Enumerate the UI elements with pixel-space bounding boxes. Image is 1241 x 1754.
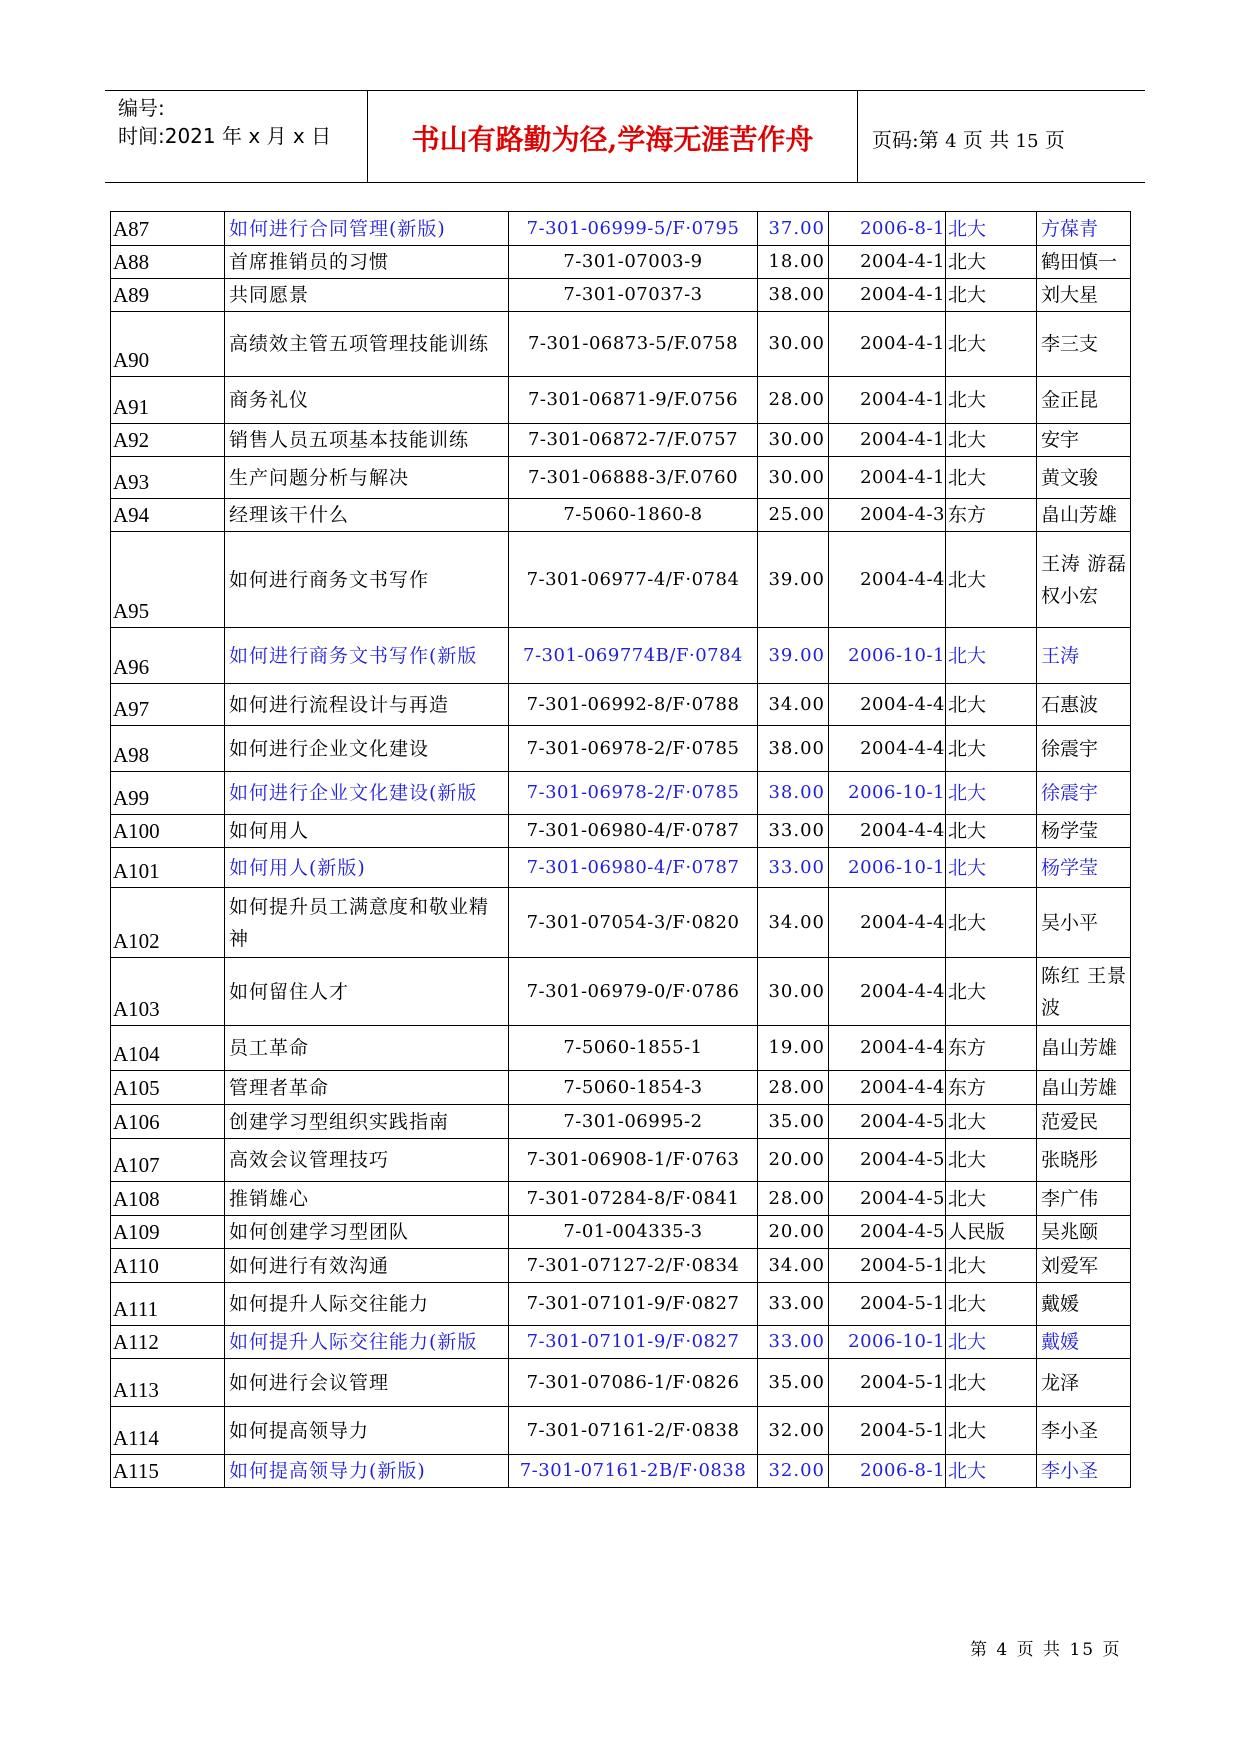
table-row bbox=[111, 848, 1131, 888]
book-publisher-cell: 北大 bbox=[946, 628, 1037, 684]
book-author-cell: 张晓彤 bbox=[1037, 1139, 1131, 1182]
book-publisher-cell: 北大 bbox=[946, 772, 1037, 815]
page-total: 15 bbox=[1015, 131, 1039, 152]
book-publisher-cell: 北大 bbox=[946, 1105, 1037, 1139]
book-code-cell: A107 bbox=[111, 1139, 225, 1182]
table-row bbox=[111, 1026, 1131, 1071]
book-price-cell: 39.00 bbox=[758, 532, 829, 628]
book-author-cell: 戴媛 bbox=[1037, 1326, 1131, 1359]
book-date-cell: 2006-8-1 bbox=[829, 212, 946, 246]
book-code-cell: A111 bbox=[111, 1283, 225, 1326]
book-code-cell: A87 bbox=[111, 212, 225, 246]
book-code-cell: A95 bbox=[111, 532, 225, 628]
book-publisher-cell: 东方 bbox=[946, 1071, 1037, 1105]
book-code-cell: A91 bbox=[111, 377, 225, 424]
book-rows bbox=[111, 212, 1131, 1488]
table-row bbox=[111, 312, 1131, 377]
book-isbn-cell: 7-301-07284-8/F·0841 bbox=[509, 1182, 758, 1216]
book-isbn-cell: 7-301-06992-8/F·0788 bbox=[509, 684, 758, 726]
book-title-cell: 共同愿景 bbox=[225, 279, 509, 312]
table-row bbox=[111, 499, 1131, 532]
book-code-cell: A89 bbox=[111, 279, 225, 312]
page-suffix: 页 bbox=[1044, 128, 1065, 152]
book-code-cell: A101 bbox=[111, 848, 225, 888]
book-isbn-cell: 7-301-07037-3 bbox=[509, 279, 758, 312]
book-date-cell: 2004-4-5 bbox=[829, 1105, 946, 1139]
table-row bbox=[111, 1071, 1131, 1105]
book-code-cell: A99 bbox=[111, 772, 225, 815]
book-code-cell: A114 bbox=[111, 1407, 225, 1455]
book-code-cell: A106 bbox=[111, 1105, 225, 1139]
book-date-cell: 2006-10-1 bbox=[829, 848, 946, 888]
page-mid: 页 共 bbox=[962, 128, 1010, 152]
book-code-cell: A104 bbox=[111, 1026, 225, 1071]
book-publisher-cell: 北大 bbox=[946, 212, 1037, 246]
book-author-cell: 陈红 王景波 bbox=[1037, 958, 1131, 1026]
book-list-table bbox=[110, 211, 1131, 1488]
book-isbn-cell: 7-301-07161-2B/F·0838 bbox=[509, 1455, 758, 1488]
book-price-cell: 32.00 bbox=[758, 1455, 829, 1488]
book-publisher-cell: 北大 bbox=[946, 848, 1037, 888]
book-price-cell: 34.00 bbox=[758, 888, 829, 958]
book-author-cell: 李三支 bbox=[1037, 312, 1131, 377]
book-isbn-cell: 7-301-06979-0/F·0786 bbox=[509, 958, 758, 1026]
book-author-cell: 畠山芳雄 bbox=[1037, 499, 1131, 532]
book-author-cell: 方葆青 bbox=[1037, 212, 1131, 246]
book-date-cell: 2004-4-1 bbox=[829, 424, 946, 457]
book-date-cell: 2004-4-4 bbox=[829, 1026, 946, 1071]
book-isbn-cell: 7-301-06888-3/F.0760 bbox=[509, 457, 758, 499]
book-code-cell: A98 bbox=[111, 726, 225, 772]
book-code-cell: A113 bbox=[111, 1359, 225, 1407]
table-row bbox=[111, 1182, 1131, 1216]
table-row bbox=[111, 958, 1131, 1026]
book-publisher-cell: 北大 bbox=[946, 815, 1037, 848]
book-title-cell: 如何提高领导力(新版) bbox=[225, 1455, 509, 1488]
table-row bbox=[111, 424, 1131, 457]
book-author-cell: 吴小平 bbox=[1037, 888, 1131, 958]
book-price-cell: 20.00 bbox=[758, 1139, 829, 1182]
book-title-cell: 生产问题分析与解决 bbox=[225, 457, 509, 499]
book-title-cell: 如何提升人际交往能力(新版 bbox=[225, 1326, 509, 1359]
book-publisher-cell: 北大 bbox=[946, 377, 1037, 424]
book-author-cell: 杨学莹 bbox=[1037, 848, 1131, 888]
book-publisher-cell: 北大 bbox=[946, 279, 1037, 312]
book-isbn-cell: 7-301-069774B/F·0784 bbox=[509, 628, 758, 684]
book-date-cell: 2004-4-4 bbox=[829, 532, 946, 628]
book-price-cell: 28.00 bbox=[758, 1182, 829, 1216]
book-isbn-cell: 7-301-06980-4/F·0787 bbox=[509, 848, 758, 888]
book-title-cell: 如何提升人际交往能力 bbox=[225, 1283, 509, 1326]
book-title-cell: 如何进行商务文书写作(新版 bbox=[225, 628, 509, 684]
book-date-cell: 2004-4-4 bbox=[829, 684, 946, 726]
header-divider-left bbox=[367, 91, 368, 183]
book-isbn-cell: 7-301-06871-9/F.0756 bbox=[509, 377, 758, 424]
page-current: 4 bbox=[945, 131, 957, 152]
book-title-cell: 经理该干什么 bbox=[225, 499, 509, 532]
book-author-cell: 徐震宇 bbox=[1037, 772, 1131, 815]
book-publisher-cell: 北大 bbox=[946, 1249, 1037, 1283]
table-row bbox=[111, 1283, 1131, 1326]
book-author-cell: 杨学莹 bbox=[1037, 815, 1131, 848]
book-isbn-cell: 7-301-06977-4/F·0784 bbox=[509, 532, 758, 628]
book-date-cell: 2004-4-1 bbox=[829, 246, 946, 279]
table-row bbox=[111, 1139, 1131, 1182]
book-title-cell: 管理者革命 bbox=[225, 1071, 509, 1105]
book-code-cell: A109 bbox=[111, 1216, 225, 1249]
table-row bbox=[111, 684, 1131, 726]
book-title-cell: 如何进行流程设计与再造 bbox=[225, 684, 509, 726]
book-isbn-cell: 7-301-07161-2/F·0838 bbox=[509, 1407, 758, 1455]
book-date-cell: 2004-4-1 bbox=[829, 279, 946, 312]
table-row bbox=[111, 457, 1131, 499]
book-author-cell: 刘爱军 bbox=[1037, 1249, 1131, 1283]
book-date-cell: 2004-4-4 bbox=[829, 958, 946, 1026]
book-price-cell: 33.00 bbox=[758, 1283, 829, 1326]
book-code-cell: A94 bbox=[111, 499, 225, 532]
book-isbn-cell: 7-301-06978-2/F·0785 bbox=[509, 772, 758, 815]
header-bottom-rule bbox=[105, 182, 1145, 183]
table-row bbox=[111, 1407, 1131, 1455]
book-price-cell: 20.00 bbox=[758, 1216, 829, 1249]
book-date-cell: 2004-5-1 bbox=[829, 1249, 946, 1283]
book-code-cell: A97 bbox=[111, 684, 225, 726]
book-code-cell: A102 bbox=[111, 888, 225, 958]
book-isbn-cell: 7-301-07101-9/F·0827 bbox=[509, 1283, 758, 1326]
book-title-cell: 如何进行有效沟通 bbox=[225, 1249, 509, 1283]
footer-prefix: 第 bbox=[970, 1640, 989, 1660]
book-date-cell: 2006-10-1 bbox=[829, 1326, 946, 1359]
book-price-cell: 33.00 bbox=[758, 848, 829, 888]
book-isbn-cell: 7-301-06980-4/F·0787 bbox=[509, 815, 758, 848]
header-meta bbox=[118, 94, 331, 150]
book-date-cell: 2006-10-1 bbox=[829, 628, 946, 684]
book-author-cell: 范爱民 bbox=[1037, 1105, 1131, 1139]
book-isbn-cell: 7-5060-1860-8 bbox=[509, 499, 758, 532]
book-author-cell: 王涛 游磊 权小宏 bbox=[1037, 532, 1131, 628]
book-code-cell: A105 bbox=[111, 1071, 225, 1105]
book-title-cell: 如何用人 bbox=[225, 815, 509, 848]
book-publisher-cell: 北大 bbox=[946, 1407, 1037, 1455]
header-page-number bbox=[872, 124, 1065, 153]
table-row bbox=[111, 1216, 1131, 1249]
book-code-cell: A88 bbox=[111, 246, 225, 279]
book-date-cell: 2004-4-1 bbox=[829, 377, 946, 424]
book-price-cell: 37.00 bbox=[758, 212, 829, 246]
page-prefix: 页码:第 bbox=[872, 128, 939, 152]
book-isbn-cell: 7-301-06908-1/F·0763 bbox=[509, 1139, 758, 1182]
book-code-cell: A115 bbox=[111, 1455, 225, 1488]
table-row bbox=[111, 377, 1131, 424]
book-publisher-cell: 北大 bbox=[946, 532, 1037, 628]
book-publisher-cell: 北大 bbox=[946, 1283, 1037, 1326]
table-row bbox=[111, 532, 1131, 628]
book-title-cell: 高绩效主管五项管理技能训练 bbox=[225, 312, 509, 377]
book-code-cell: A96 bbox=[111, 628, 225, 684]
book-publisher-cell: 人民版 bbox=[946, 1216, 1037, 1249]
book-publisher-cell: 北大 bbox=[946, 1455, 1037, 1488]
book-date-cell: 2004-5-1 bbox=[829, 1359, 946, 1407]
book-price-cell: 39.00 bbox=[758, 628, 829, 684]
book-author-cell: 李小圣 bbox=[1037, 1455, 1131, 1488]
table-row bbox=[111, 279, 1131, 312]
book-code-cell: A110 bbox=[111, 1249, 225, 1283]
book-date-cell: 2004-5-1 bbox=[829, 1283, 946, 1326]
book-isbn-cell: 7-01-004335-3 bbox=[509, 1216, 758, 1249]
book-isbn-cell: 7-301-07127-2/F·0834 bbox=[509, 1249, 758, 1283]
book-price-cell: 18.00 bbox=[758, 246, 829, 279]
book-isbn-cell: 7-301-07086-1/F·0826 bbox=[509, 1359, 758, 1407]
serial-label: 编号: bbox=[118, 96, 165, 120]
book-date-cell: 2004-4-3 bbox=[829, 499, 946, 532]
book-title-cell: 如何进行企业文化建设 bbox=[225, 726, 509, 772]
table-row bbox=[111, 1249, 1131, 1283]
book-author-cell: 黄文骏 bbox=[1037, 457, 1131, 499]
book-price-cell: 19.00 bbox=[758, 1026, 829, 1071]
book-isbn-cell: 7-301-06999-5/F·0795 bbox=[509, 212, 758, 246]
book-date-cell: 2004-4-4 bbox=[829, 888, 946, 958]
book-price-cell: 30.00 bbox=[758, 312, 829, 377]
book-author-cell: 鹤田慎一 bbox=[1037, 246, 1131, 279]
book-isbn-cell: 7-301-06873-5/F.0758 bbox=[509, 312, 758, 377]
book-code-cell: A100 bbox=[111, 815, 225, 848]
book-title-cell: 如何进行会议管理 bbox=[225, 1359, 509, 1407]
book-price-cell: 34.00 bbox=[758, 1249, 829, 1283]
book-title-cell: 如何留住人才 bbox=[225, 958, 509, 1026]
book-title-cell: 创建学习型组织实践指南 bbox=[225, 1105, 509, 1139]
book-publisher-cell: 北大 bbox=[946, 1139, 1037, 1182]
book-isbn-cell: 7-301-07054-3/F·0820 bbox=[509, 888, 758, 958]
motto-title: 书山有路勤为径,学海无涯苦作舟 bbox=[411, 123, 814, 156]
book-author-cell: 安宇 bbox=[1037, 424, 1131, 457]
book-title-cell: 高效会议管理技巧 bbox=[225, 1139, 509, 1182]
book-publisher-cell: 北大 bbox=[946, 1326, 1037, 1359]
book-publisher-cell: 北大 bbox=[946, 312, 1037, 377]
book-isbn-cell: 7-301-06995-2 bbox=[509, 1105, 758, 1139]
footer-total: 15 bbox=[1069, 1640, 1096, 1660]
page-footer bbox=[970, 1635, 1122, 1660]
book-title-cell: 员工革命 bbox=[225, 1026, 509, 1071]
table-row bbox=[111, 1105, 1131, 1139]
header-top-rule bbox=[105, 90, 1145, 91]
book-publisher-cell: 北大 bbox=[946, 457, 1037, 499]
book-publisher-cell: 北大 bbox=[946, 1359, 1037, 1407]
book-author-cell: 畠山芳雄 bbox=[1037, 1071, 1131, 1105]
footer-page: 4 bbox=[996, 1640, 1010, 1660]
book-publisher-cell: 北大 bbox=[946, 1182, 1037, 1216]
book-author-cell: 龙泽 bbox=[1037, 1359, 1131, 1407]
book-date-cell: 2004-4-1 bbox=[829, 312, 946, 377]
book-price-cell: 28.00 bbox=[758, 1071, 829, 1105]
book-isbn-cell: 7-301-06978-2/F·0785 bbox=[509, 726, 758, 772]
book-price-cell: 30.00 bbox=[758, 958, 829, 1026]
table-row bbox=[111, 1326, 1131, 1359]
book-code-cell: A93 bbox=[111, 457, 225, 499]
book-date-cell: 2004-4-1 bbox=[829, 457, 946, 499]
book-isbn-cell: 7-301-06872-7/F.0757 bbox=[509, 424, 758, 457]
book-publisher-cell: 东方 bbox=[946, 1026, 1037, 1071]
book-date-cell: 2004-4-4 bbox=[829, 1071, 946, 1105]
footer-suffix: 页 bbox=[1102, 1640, 1122, 1660]
book-publisher-cell: 北大 bbox=[946, 958, 1037, 1026]
book-author-cell: 戴媛 bbox=[1037, 1283, 1131, 1326]
book-code-cell: A112 bbox=[111, 1326, 225, 1359]
book-price-cell: 30.00 bbox=[758, 424, 829, 457]
footer-mid: 页 共 bbox=[1016, 1640, 1063, 1660]
table-row bbox=[111, 726, 1131, 772]
book-author-cell: 李小圣 bbox=[1037, 1407, 1131, 1455]
book-isbn-cell: 7-5060-1855-1 bbox=[509, 1026, 758, 1071]
table-row bbox=[111, 888, 1131, 958]
book-title-cell: 如何进行合同管理(新版) bbox=[225, 212, 509, 246]
book-price-cell: 35.00 bbox=[758, 1359, 829, 1407]
book-price-cell: 33.00 bbox=[758, 815, 829, 848]
book-code-cell: A103 bbox=[111, 958, 225, 1026]
book-date-cell: 2004-4-5 bbox=[829, 1182, 946, 1216]
table-row bbox=[111, 628, 1131, 684]
book-title-cell: 如何进行商务文书写作 bbox=[225, 532, 509, 628]
book-price-cell: 38.00 bbox=[758, 279, 829, 312]
book-publisher-cell: 北大 bbox=[946, 424, 1037, 457]
book-isbn-cell: 7-301-07101-9/F·0827 bbox=[509, 1326, 758, 1359]
book-author-cell: 畠山芳雄 bbox=[1037, 1026, 1131, 1071]
book-publisher-cell: 北大 bbox=[946, 888, 1037, 958]
book-author-cell: 王涛 bbox=[1037, 628, 1131, 684]
book-title-cell: 商务礼仪 bbox=[225, 377, 509, 424]
book-author-cell: 石惠波 bbox=[1037, 684, 1131, 726]
book-price-cell: 25.00 bbox=[758, 499, 829, 532]
book-title-cell: 如何提升员工满意度和敬业精神 bbox=[225, 888, 509, 958]
book-code-cell: A108 bbox=[111, 1182, 225, 1216]
book-price-cell: 38.00 bbox=[758, 772, 829, 815]
book-price-cell: 30.00 bbox=[758, 457, 829, 499]
book-author-cell: 金正昆 bbox=[1037, 377, 1131, 424]
book-date-cell: 2004-4-4 bbox=[829, 726, 946, 772]
book-price-cell: 28.00 bbox=[758, 377, 829, 424]
book-publisher-cell: 北大 bbox=[946, 246, 1037, 279]
book-isbn-cell: 7-301-07003-9 bbox=[509, 246, 758, 279]
book-author-cell: 刘大星 bbox=[1037, 279, 1131, 312]
table-row bbox=[111, 772, 1131, 815]
book-date-cell: 2006-8-1 bbox=[829, 1455, 946, 1488]
book-price-cell: 33.00 bbox=[758, 1326, 829, 1359]
time-label: 时间:2021 年 x 月 x 日 bbox=[118, 124, 332, 148]
book-price-cell: 34.00 bbox=[758, 684, 829, 726]
book-price-cell: 38.00 bbox=[758, 726, 829, 772]
book-title-cell: 如何提高领导力 bbox=[225, 1407, 509, 1455]
book-author-cell: 李广伟 bbox=[1037, 1182, 1131, 1216]
book-publisher-cell: 北大 bbox=[946, 684, 1037, 726]
table-row bbox=[111, 1455, 1131, 1488]
book-title-cell: 如何创建学习型团队 bbox=[225, 1216, 509, 1249]
book-author-cell: 吴兆颐 bbox=[1037, 1216, 1131, 1249]
book-date-cell: 2004-4-5 bbox=[829, 1216, 946, 1249]
table-row bbox=[111, 246, 1131, 279]
table-row bbox=[111, 815, 1131, 848]
table-row bbox=[111, 212, 1131, 246]
table-row bbox=[111, 1359, 1131, 1407]
book-date-cell: 2004-4-4 bbox=[829, 815, 946, 848]
book-price-cell: 35.00 bbox=[758, 1105, 829, 1139]
book-title-cell: 推销雄心 bbox=[225, 1182, 509, 1216]
book-title-cell: 如何用人(新版) bbox=[225, 848, 509, 888]
book-publisher-cell: 北大 bbox=[946, 726, 1037, 772]
book-date-cell: 2004-5-1 bbox=[829, 1407, 946, 1455]
book-price-cell: 32.00 bbox=[758, 1407, 829, 1455]
book-author-cell: 徐震宇 bbox=[1037, 726, 1131, 772]
book-date-cell: 2004-4-5 bbox=[829, 1139, 946, 1182]
header-divider-right bbox=[857, 91, 858, 183]
book-isbn-cell: 7-5060-1854-3 bbox=[509, 1071, 758, 1105]
book-date-cell: 2006-10-1 bbox=[829, 772, 946, 815]
book-title-cell: 首席推销员的习惯 bbox=[225, 246, 509, 279]
book-code-cell: A92 bbox=[111, 424, 225, 457]
book-title-cell: 如何进行企业文化建设(新版 bbox=[225, 772, 509, 815]
book-code-cell: A90 bbox=[111, 312, 225, 377]
book-title-cell: 销售人员五项基本技能训练 bbox=[225, 424, 509, 457]
book-publisher-cell: 东方 bbox=[946, 499, 1037, 532]
